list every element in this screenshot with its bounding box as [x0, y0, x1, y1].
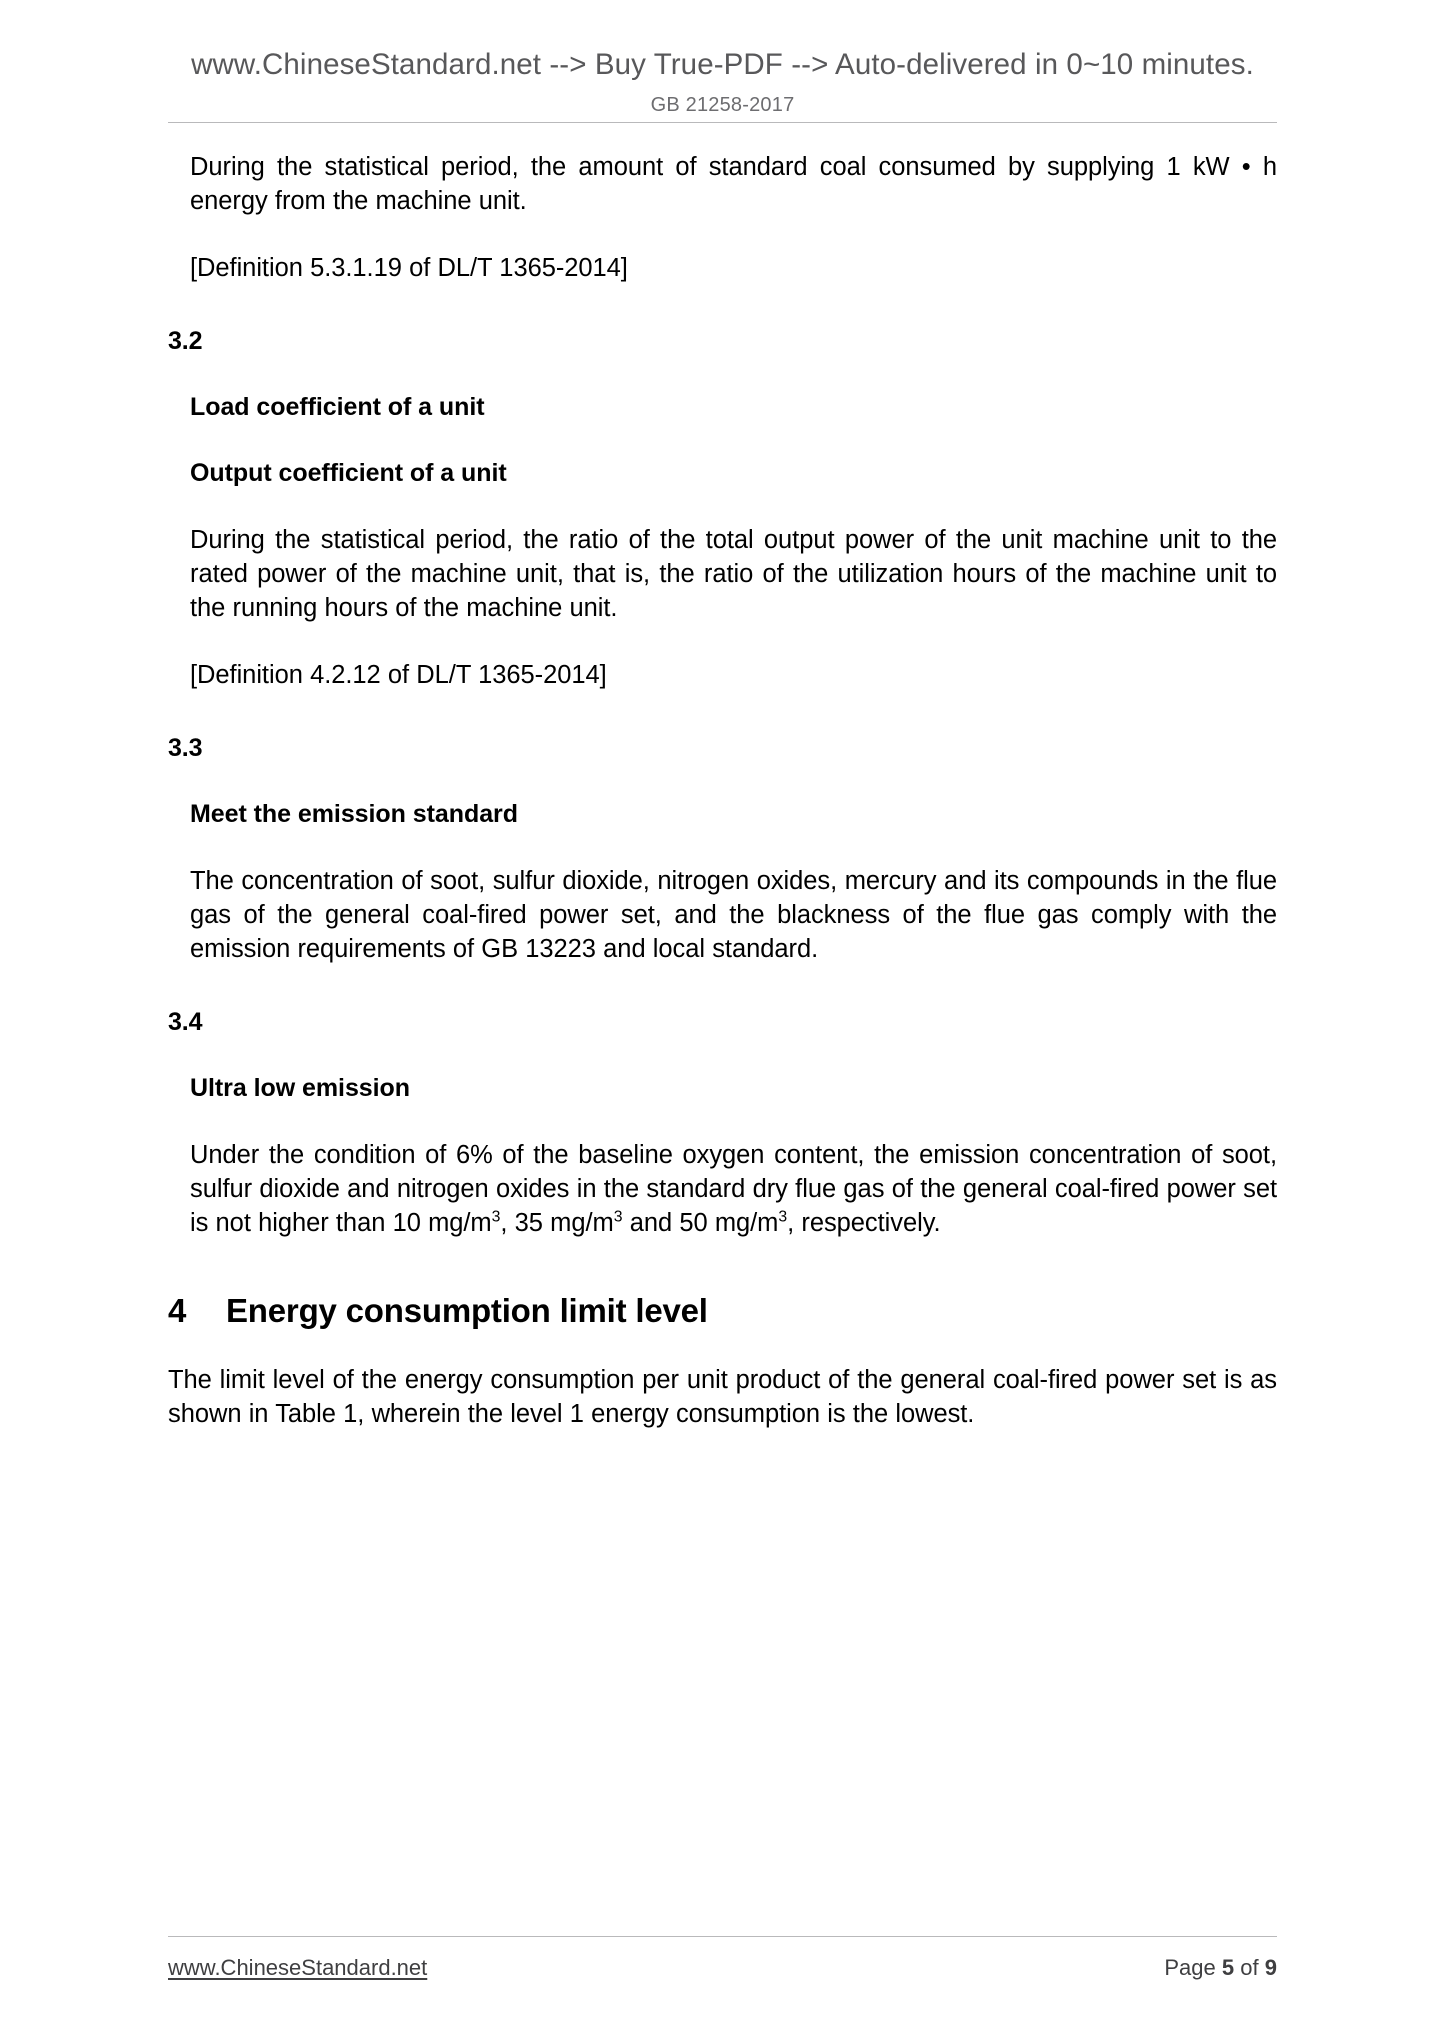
term-ultra-low-emission: Ultra low emission [190, 1073, 410, 1102]
definition-3-4 [190, 1138, 1277, 1240]
page-total: 9 [1264, 1955, 1277, 1980]
superscript-cubic-1: 3 [491, 1208, 501, 1226]
clause-number-3-4: 3.4 [168, 1008, 203, 1037]
definition-3-2: During the statistical period, the ratio of the total output power of the unit machine unit to the rated power of the machine unit, that is, the ratio of the utilization hours of the machine unit to the running hours of the machine unit. [190, 526, 1277, 623]
clause-body-3-4 [190, 1072, 1277, 1240]
intro-paragraph: During the statistical period, the amount of standard coal consumed by supplying 1 kW • h energy from the machine unit. [190, 153, 1277, 216]
definition-3-4-part-c: and 50 mg/m [622, 1209, 779, 1238]
page-of-label: of [1240, 1955, 1259, 1980]
superscript-cubic-3: 3 [778, 1208, 788, 1226]
intro-block [190, 150, 1277, 285]
clause-number-3-3: 3.3 [168, 734, 203, 763]
page-label: Page [1164, 1955, 1216, 1980]
promo-banner: www.ChineseStandard.net --> Buy True-PDF --> Auto-delivered in 0~10 minutes. [191, 48, 1254, 81]
page-footer [168, 1955, 1277, 1981]
term-output-coefficient: Output coefficient of a unit [190, 458, 507, 487]
document-content [168, 150, 1277, 1431]
footer-divider [168, 1936, 1277, 1937]
clause-body-3-2 [190, 391, 1277, 693]
definition-3-4-part-b: , 35 mg/m [500, 1209, 614, 1238]
standard-identifier: GB 21258-2017 [650, 94, 795, 116]
definition-3-4-part-d: , respectively. [787, 1209, 941, 1238]
section-heading-4 [168, 1292, 1277, 1330]
reference-3-2: [Definition 4.2.12 of DL/T 1365-2014] [190, 661, 607, 690]
superscript-cubic-2: 3 [613, 1208, 623, 1226]
footer-site-link[interactable]: www.ChineseStandard.net [168, 1955, 428, 1980]
page-number [1164, 1955, 1277, 1981]
section-title-text: Energy consumption limit level [226, 1292, 708, 1330]
clause-body-3-3 [190, 798, 1277, 966]
intro-reference: [Definition 5.3.1.19 of DL/T 1365-2014] [190, 254, 628, 283]
term-meet-emission-standard: Meet the emission standard [190, 799, 518, 828]
page-current: 5 [1221, 1955, 1235, 1980]
header-divider [168, 122, 1277, 123]
section-4-paragraph: The limit level of the energy consumption per unit product of the general coal-fired power set is as shown in Table 1, wherein the level 1 energy consumption is the lowest. [168, 1366, 1277, 1429]
definition-3-3: The concentration of soot, sulfur dioxide, nitrogen oxides, mercury and its compounds in the flue gas of the general coal-fired power set, and the blackness of the flue gas comply with the emission requirements of GB 13223 and local standard. [190, 867, 1277, 964]
section-number-4: 4 [168, 1292, 187, 1330]
definition-3-4-part-a: Under the condition of 6% of the baseline oxygen content, the emission concentration of soot, sulfur dioxide and nitrogen oxides in the standard dry flue gas of the general coal-fired power set is not higher than 10 mg/m [190, 1141, 1277, 1238]
term-load-coefficient: Load coefficient of a unit [190, 392, 485, 421]
clause-number-3-2: 3.2 [168, 327, 203, 356]
page-header [0, 0, 1445, 117]
